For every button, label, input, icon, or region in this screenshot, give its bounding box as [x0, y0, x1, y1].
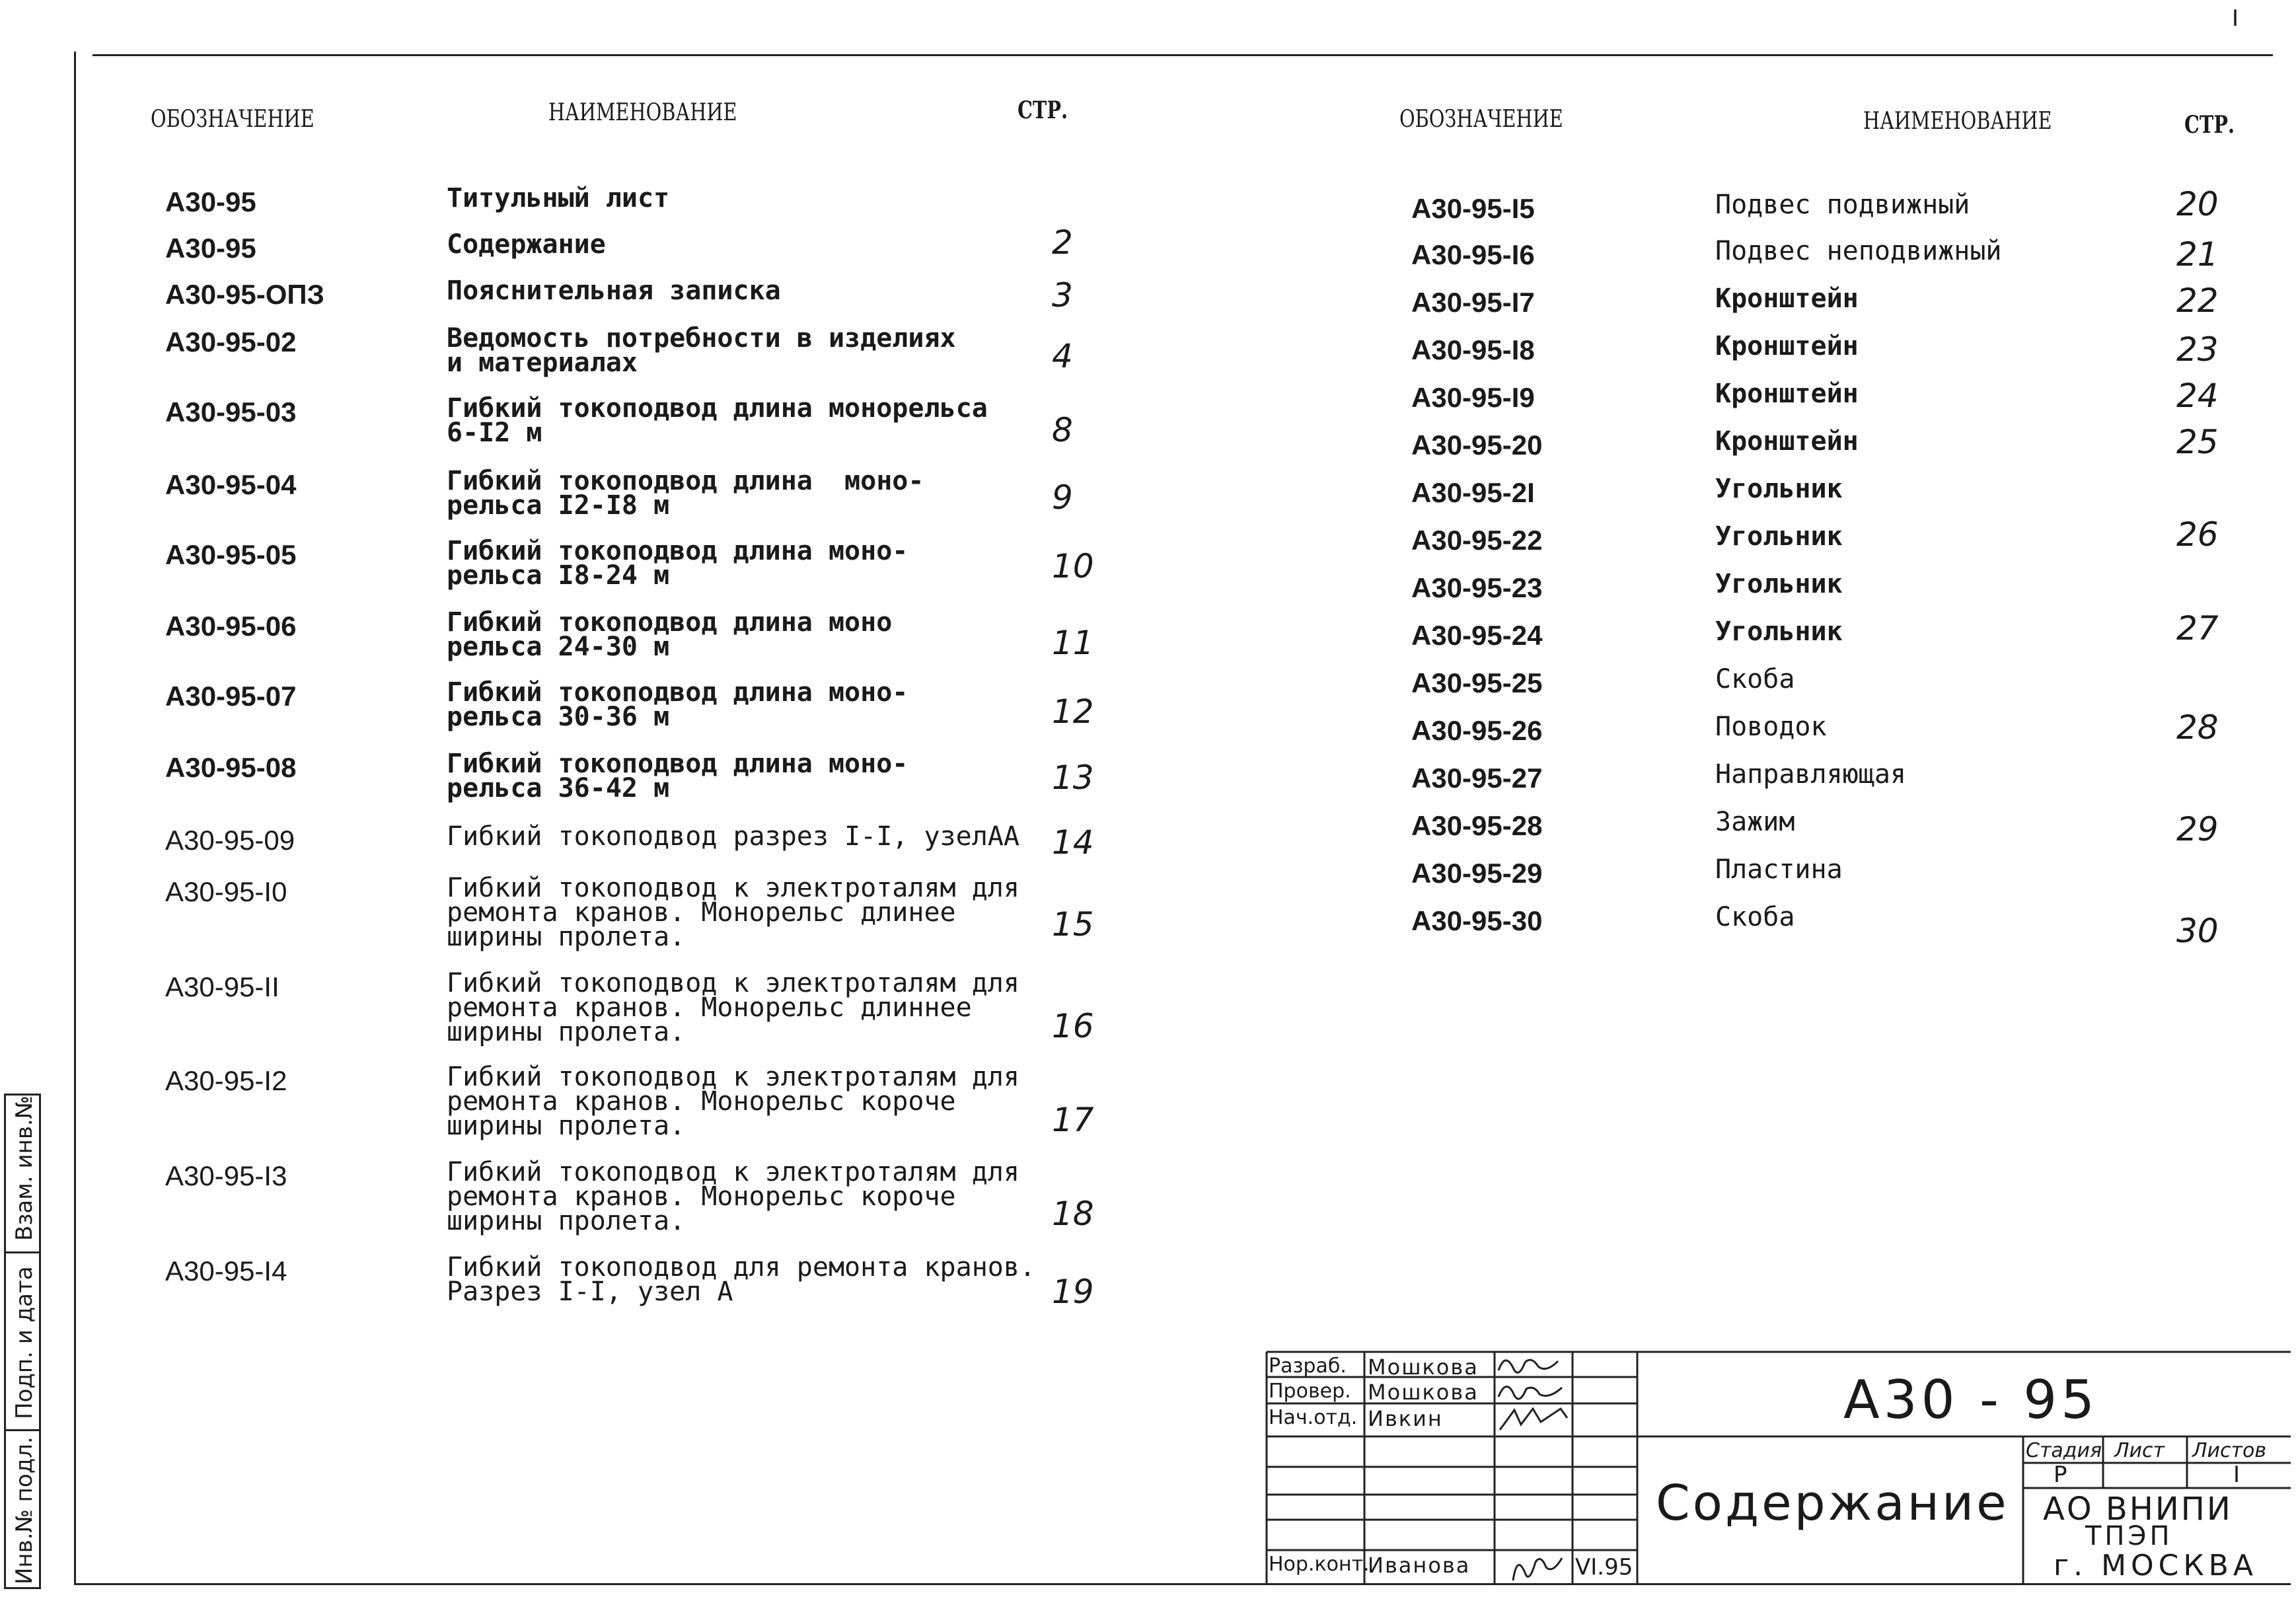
staff-role: Разраб.	[1269, 1355, 1347, 1378]
title-block-org-3: г. МОСКВА	[2054, 1549, 2258, 1582]
title-block-doc-title: Содержание	[1656, 1475, 2009, 1532]
row-name: Гибкий токоподвод длина моно- рельса 30-36 м	[447, 677, 908, 732]
row-name: Зажим	[1715, 807, 1795, 837]
row-page: 23	[2176, 330, 2219, 369]
row-name: Поводок	[1715, 712, 1827, 742]
row-name: Кронштейн	[1715, 331, 1859, 361]
row-page: 9	[1052, 478, 1073, 517]
signature-marks	[1499, 1360, 1567, 1580]
row-name: Гибкий токоподвод разрез I-I, узелАА	[447, 821, 1019, 852]
title-block-date: VI.95	[1575, 1554, 1633, 1580]
row-code: А30-95-I3	[165, 1160, 287, 1191]
row-name: Титульный лист	[447, 183, 670, 213]
right-header-page: СТР.	[2184, 111, 2235, 139]
right-header-designation: ОБОЗНАЧЕНИЕ	[1399, 106, 1563, 133]
row-page: 22	[2176, 281, 2219, 320]
row-code: А30-95-I9	[1411, 382, 1535, 413]
row-code: А30-95-24	[1411, 620, 1543, 651]
row-name: Содержание	[447, 229, 606, 260]
row-name: Гибкий токоподвод длина монорельса 6-I2 м	[447, 393, 988, 448]
title-block-org-2: ТПЭП	[2085, 1521, 2173, 1551]
row-name: Кронштейн	[1715, 426, 1859, 457]
left-header-page: СТР.	[1018, 96, 1068, 124]
row-code: А30-95-I0	[165, 876, 287, 907]
row-name: Угольник	[1715, 569, 1843, 599]
row-page: 4	[1052, 337, 1073, 375]
row-code: А30-95-07	[165, 681, 297, 712]
row-page: 16	[1052, 1007, 1094, 1045]
row-name: Кронштейн	[1715, 379, 1859, 409]
row-name: Гибкий токоподвод длина моно рельса 24-30 м	[447, 607, 893, 662]
row-page: 17	[1052, 1101, 1094, 1139]
row-name: Гибкий токоподвод длина моно- рельса I8-24 м	[447, 536, 908, 591]
staff-name: Иванова	[1368, 1553, 1471, 1578]
row-name: Кронштейн	[1715, 283, 1859, 314]
row-page: 8	[1052, 411, 1073, 449]
row-code: А30-95-02	[165, 326, 297, 357]
title-block-stage-value: Р	[2054, 1462, 2067, 1488]
row-code: А30-95-23	[1411, 572, 1543, 603]
side-stamp-sign: Подп. и дата	[11, 1266, 38, 1419]
staff-name: Мошкова	[1368, 1355, 1479, 1380]
row-name: Подвес неподвижный	[1715, 236, 2002, 266]
row-name: Пластина	[1715, 854, 1843, 885]
row-code: А30-95-05	[165, 539, 297, 570]
row-page: 2	[1052, 223, 1073, 262]
row-code: А30-95-22	[1411, 525, 1543, 556]
row-code: А30-95-I2	[165, 1065, 287, 1096]
row-page: 10	[1052, 547, 1094, 585]
row-page: 30	[2176, 912, 2219, 950]
row-name: Скоба	[1715, 664, 1795, 694]
row-name: Гибкий токоподвод к электроталям для ремонта кранов. Монорельс длинее ширины пролета.	[447, 873, 1019, 952]
row-code: А30-95-I4	[165, 1255, 287, 1286]
staff-name: Ивкин	[1368, 1406, 1443, 1431]
row-code: А30-95-03	[165, 396, 297, 428]
title-block-sheet-label: Лист	[2114, 1439, 2165, 1462]
row-code: А30-95-28	[1411, 810, 1543, 841]
title-block-org-1: АО ВНИПИ	[2043, 1491, 2233, 1528]
row-page: 15	[1052, 905, 1094, 944]
right-header-name: НАИМЕНОВАНИЕ	[1863, 108, 2052, 135]
row-page: 20	[2176, 185, 2219, 223]
staff-role: Нор.конт.	[1269, 1553, 1370, 1576]
row-code: А30-95-I8	[1411, 334, 1535, 365]
corner-mark: I	[2232, 5, 2239, 32]
row-page: 21	[2176, 235, 2219, 274]
row-page: 24	[2176, 377, 2219, 415]
row-code: А30-95-27	[1411, 762, 1543, 794]
row-code: А30-95-I5	[1411, 193, 1535, 224]
row-name: Угольник	[1715, 521, 1843, 552]
row-code: А30-95-II	[165, 971, 279, 1002]
row-page: 19	[1052, 1273, 1094, 1311]
title-block-sheets-label: Листов	[2192, 1439, 2267, 1462]
row-code: А30-95-I7	[1411, 287, 1535, 318]
staff-role: Провер.	[1269, 1380, 1351, 1403]
row-page: 25	[2176, 423, 2219, 461]
row-code: А30-95-20	[1411, 429, 1543, 461]
row-code: А30-95-30	[1411, 905, 1543, 936]
row-page: 27	[2176, 609, 2219, 648]
row-code: А30-95-I6	[1411, 239, 1535, 270]
row-page: 28	[2176, 708, 2219, 747]
row-name: Гибкий токоподвод длина моно- рельса 36-42 м	[447, 749, 908, 803]
side-stamp-replace: Взам. инв.№	[11, 1095, 38, 1241]
row-name: Угольник	[1715, 616, 1843, 647]
side-stamp-inv: Инв.№ подл.	[11, 1436, 38, 1584]
row-code: А30-95-06	[165, 611, 297, 642]
row-page: 12	[1052, 692, 1094, 731]
row-name: Гибкий токоподвод к электроталям для ремонта кранов. Монорельс длиннее ширины пролета.	[447, 968, 1019, 1047]
row-page: 18	[1052, 1195, 1094, 1233]
left-header-name: НАИМЕНОВАНИЕ	[548, 99, 737, 126]
staff-role: Нач.отд.	[1269, 1406, 1358, 1429]
row-page: 26	[2176, 515, 2219, 554]
row-page: 11	[1052, 624, 1094, 662]
row-page: 14	[1052, 823, 1094, 862]
row-name: Подвес подвижный	[1715, 190, 1970, 220]
row-name: Гибкий токоподвод длина моно- рельса I2-I8 м	[447, 466, 924, 521]
row-name: Гибкий токоподвод для ремонта кранов. Разрез I-I, узел А	[447, 1252, 1036, 1307]
row-code: А30-95-25	[1411, 667, 1543, 698]
row-code: А30-95-29	[1411, 858, 1543, 889]
title-block-stage-label: Стадия	[2026, 1439, 2102, 1462]
row-code: А30-95-04	[165, 469, 297, 500]
title-block-doc-code: А30 - 95	[1843, 1369, 2099, 1431]
row-name: Гибкий токоподвод к электроталям для ремонта кранов. Монорельс короче ширины пролета.	[447, 1157, 1019, 1236]
row-code: А30-95-ОПЗ	[165, 279, 324, 310]
row-page: 13	[1052, 759, 1094, 797]
row-code: А30-95	[165, 186, 256, 217]
row-name: Направляющая	[1715, 759, 1906, 790]
left-header-designation: ОБОЗНАЧЕНИЕ	[151, 106, 315, 133]
row-page: 3	[1052, 276, 1073, 315]
title-block-sheets-value: I	[2233, 1462, 2240, 1488]
row-code: А30-95-09	[165, 825, 295, 856]
row-code: А30-95-26	[1411, 715, 1543, 746]
row-code: А30-95-08	[165, 752, 297, 783]
row-code: А30-95	[165, 233, 256, 264]
row-code: А30-95-2I	[1411, 477, 1535, 508]
row-name: Угольник	[1715, 474, 1843, 504]
row-name: Пояснительная записка	[447, 276, 781, 306]
row-name: Ведомость потребности в изделиях и материалах	[447, 323, 956, 378]
row-name: Скоба	[1715, 902, 1795, 932]
row-name: Гибкий токоподвод к электроталям для ремонта кранов. Монорельс короче ширины пролета.	[447, 1062, 1019, 1141]
staff-name: Мошкова	[1368, 1380, 1479, 1405]
row-page: 29	[2176, 810, 2219, 848]
